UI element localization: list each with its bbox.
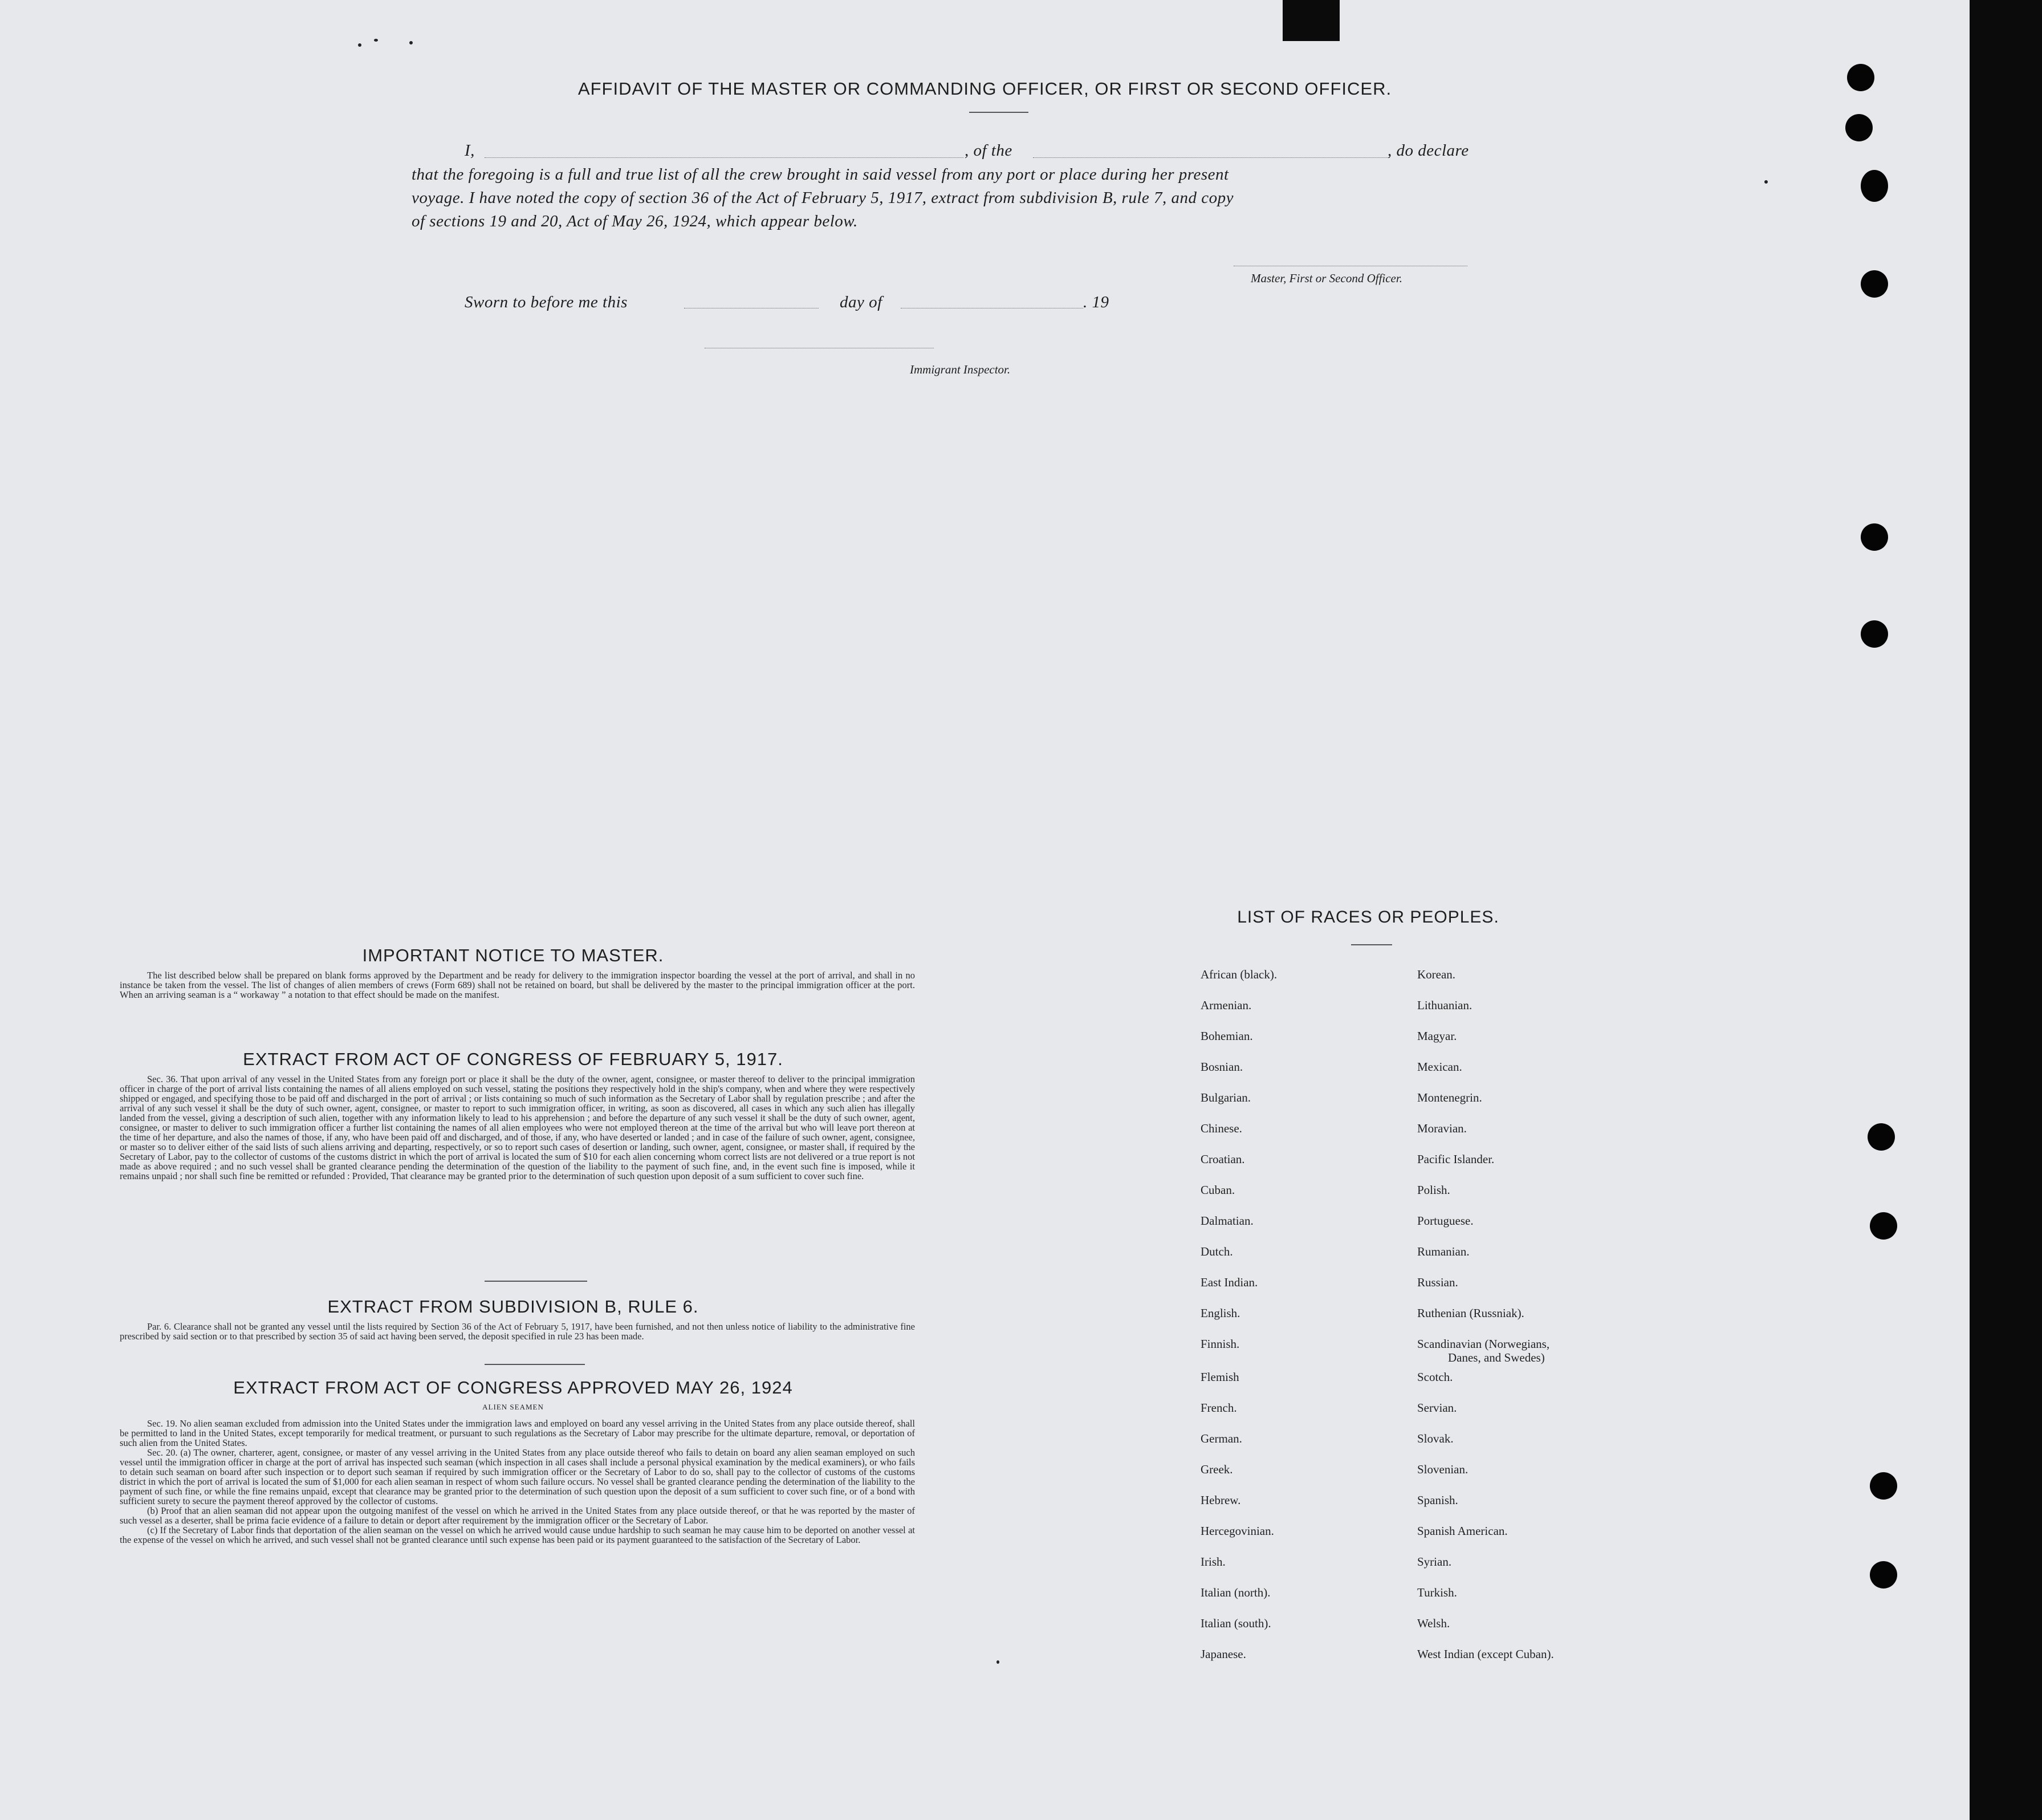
race-item: Japanese.	[1201, 1647, 1246, 1661]
notice-text	[120, 970, 915, 1000]
race-item: Dalmatian.	[1201, 1214, 1254, 1228]
race-item: Danes, and Swedes)	[1448, 1351, 1545, 1364]
sec20c-paragraph: (c) If the Secretary of Labor finds that deportation of the alien seaman on the vessel on which he arrived would cause undue hardship to such seaman he may cause him to be deported on another vessel at the expense of the vessel on which he arrived, and such vessel shall not be granted clearance until such expense has been paid or its payment guaranteed to the satisfaction of the Secretary of Labor.	[120, 1525, 915, 1545]
affidavit-line3: of sections 19 and 20, Act of May 26, 1924, which appear below.	[412, 212, 858, 230]
race-item: Cuban.	[1201, 1183, 1235, 1197]
inspector-signature-caption: Immigrant Inspector.	[910, 363, 1011, 376]
races-title: LIST OF RACES OR PEOPLES.	[1237, 908, 1499, 927]
race-item: Montenegrin.	[1417, 1091, 1482, 1104]
race-item: Russian.	[1417, 1275, 1458, 1289]
punch-hole	[1870, 1472, 1897, 1500]
race-item: Syrian.	[1417, 1555, 1452, 1569]
affidavit-i-label: I,	[465, 141, 475, 160]
race-item: Bosnian.	[1201, 1060, 1243, 1074]
name-blank[interactable]	[485, 157, 963, 158]
race-item: Bohemian.	[1201, 1029, 1253, 1043]
punch-hole	[1870, 1212, 1897, 1240]
race-item: Portuguese.	[1417, 1214, 1474, 1228]
race-item: Bulgarian.	[1201, 1091, 1251, 1104]
punch-hole	[1861, 523, 1888, 551]
extract-1924-text	[120, 1419, 915, 1545]
race-item: Spanish American.	[1417, 1524, 1508, 1538]
punch-hole	[1861, 170, 1888, 202]
page-tab	[1283, 0, 1340, 41]
title-rule	[969, 112, 1028, 113]
extract-rule-title: EXTRACT FROM SUBDIVISION B, RULE 6.	[327, 1297, 699, 1317]
extract-1924-title: EXTRACT FROM ACT OF CONGRESS APPROVED MAY 26, 1924	[233, 1378, 793, 1398]
race-item: Magyar.	[1417, 1029, 1457, 1043]
section-rule	[485, 1281, 587, 1282]
race-item: Rumanian.	[1417, 1245, 1470, 1258]
races-rule	[1351, 944, 1392, 945]
race-item: Moravian.	[1417, 1122, 1467, 1135]
affidavit-of-the: , of the	[965, 141, 1012, 160]
race-item: Italian (south).	[1201, 1616, 1271, 1630]
punch-hole	[1845, 114, 1873, 141]
extract-1917-text	[120, 1074, 915, 1181]
race-item: Ruthenian (Russniak).	[1417, 1306, 1524, 1320]
race-item: German.	[1201, 1432, 1242, 1445]
affidavit-do-declare: , do declare	[1388, 141, 1469, 160]
day-of-label: day of	[840, 293, 882, 311]
race-item: Hebrew.	[1201, 1493, 1241, 1507]
race-item: Flemish	[1201, 1370, 1239, 1384]
sworn-label: Sworn to before me this	[465, 293, 628, 311]
affidavit-line2: voyage. I have noted the copy of section 36 of the Act of February 5, 1917, extract from subdivision B, rule 7, and copy	[412, 189, 1234, 207]
race-item: Irish.	[1201, 1555, 1226, 1569]
race-item: Croatian.	[1201, 1152, 1245, 1166]
race-item: Lithuanian.	[1417, 998, 1472, 1012]
race-item: Korean.	[1417, 968, 1456, 981]
race-item: West Indian (except Cuban).	[1417, 1647, 1554, 1661]
race-item: Scotch.	[1417, 1370, 1453, 1384]
extract-rule-text	[120, 1322, 915, 1341]
speck	[996, 1660, 999, 1664]
par6-paragraph: Par. 6. Clearance shall not be granted any vessel until the lists required by Section 36 of the Act of February 5, 1917, have been furnished, and not then unless notice of liability to the administrative fine prescribed by said section or to that prescribed by section 35 of said act having been served, the deposit specified in rule 23 has been made.	[120, 1321, 915, 1342]
race-item: Chinese.	[1201, 1122, 1242, 1135]
affidavit-title: AFFIDAVIT OF THE MASTER OR COMMANDING OFFICER, OR FIRST OR SECOND OFFICER.	[577, 79, 1392, 99]
punch-hole	[1861, 270, 1888, 298]
race-item: African (black).	[1201, 968, 1278, 981]
sec20a-paragraph: Sec. 20. (a) The owner, charterer, agent, consignee, or master of any vessel arriving in the United States from any place outside thereof who fails to detain on board any alien seaman employed on such vessel until the immigration officer in charge at the port of arrival has inspected such seaman (which inspection in all cases shall include a personal physical examination by the medical examiners), or who fails to detain such seaman on board after such inspection or to deport such seaman if required by such immigration officer or the Secretary of Labor to do so, shall pay to the collector of customs of the customs district in which the port of arrival is located the sum of $1,000 for each alien seaman in respect of whom such failure occurs. No vessel shall be granted clearance pending the determination of the liability to the payment of such fine, or while the fine remains unpaid, except that clearance may be granted prior to the determination of such question upon the deposit of a sum sufficient to cover such fine, or of a bond with sufficient surety to secure the payment thereof approved by the collector of customs.	[120, 1447, 915, 1506]
race-item: Turkish.	[1417, 1586, 1457, 1599]
race-item: Scandinavian (Norwegians,	[1417, 1337, 1550, 1351]
punch-hole	[1870, 1561, 1897, 1589]
section-rule	[485, 1364, 585, 1365]
race-item: Slovenian.	[1417, 1462, 1469, 1476]
sec19-paragraph: Sec. 19. No alien seaman excluded from admission into the United States under the immigration laws and employed on board any vessel arriving in the United States from any place outside thereof, shall be permitted to land in the United States, except temporarily for medical treatment, or pursuant to such regulations as the Secretary of Labor may prescribe for the ultimate departure, removal, or deportation of such alien from the United States.	[120, 1418, 915, 1448]
master-signature-caption: Master, First or Second Officer.	[1251, 271, 1402, 285]
race-item: Italian (north).	[1201, 1586, 1271, 1599]
race-item: Greek.	[1201, 1462, 1233, 1476]
race-item: French.	[1201, 1401, 1237, 1415]
race-item: Armenian.	[1201, 998, 1252, 1012]
punch-hole	[1861, 620, 1888, 648]
sec20b-paragraph: (b) Proof that an alien seaman did not appear upon the outgoing manifest of the vessel on which he arrived in the United States from any place outside thereof, or that he was reported by the master of such vessel as a deserter, shall be prima facie evidence of a failure to detain or deport after requirement by the immigration officer or the Secretary of Labor.	[120, 1505, 915, 1526]
race-item: Servian.	[1417, 1401, 1457, 1415]
race-item: Finnish.	[1201, 1337, 1240, 1351]
extract-1917-title: EXTRACT FROM ACT OF CONGRESS OF FEBRUARY 5, 1917.	[243, 1049, 783, 1069]
speck	[409, 41, 413, 44]
race-item: Mexican.	[1417, 1060, 1462, 1074]
notice-paragraph: The list described below shall be prepared on blank forms approved by the Department and be ready for delivery to the immigration inspector boarding the vessel at the port of arrival, and shall in no instance be taken from the vessel. The list of changes of alien members of crews (Form 689) shall not be retained on board, but shall be delivered by the master to the principal immigration officer at the port. When an arriving seaman is a “ workaway ” a notation to that effect should be made on the manifest.	[120, 970, 915, 1000]
race-item: Spanish.	[1417, 1493, 1458, 1507]
notice-title: IMPORTANT NOTICE TO MASTER.	[362, 945, 664, 965]
race-item: East Indian.	[1201, 1275, 1258, 1289]
race-item: Pacific Islander.	[1417, 1152, 1495, 1166]
vessel-blank[interactable]	[1033, 157, 1390, 158]
affidavit-line1: that the foregoing is a full and true list of all the crew brought in said vessel from any port or place during her present	[412, 165, 1229, 184]
race-item: Dutch.	[1201, 1245, 1233, 1258]
punch-hole	[1868, 1123, 1895, 1151]
race-item: Welsh.	[1417, 1616, 1450, 1630]
alien-seamen-subtitle: ALIEN SEAMEN	[482, 1403, 544, 1411]
race-item: English.	[1201, 1306, 1240, 1320]
sec36-paragraph: Sec. 36. That upon arrival of any vessel in the United States from any foreign port or place it shall be the duty of the owner, agent, consignee, or master thereof to deliver to the principal immigration officer in charge of the port of arrival lists containing the names of all aliens employed on such vessel, stating the positions they respectively hold in the ship's company, when and where they were respectively shipped or engaged, and specifying those to be paid off and discharged in the port of arrival ; or lists containing so much of such information as the Secretary of Labor shall by regulation prescribe ; and after the arrival of any such vessel it shall be the duty of such owner, agent, consignee, or master to report to such immigration officer, in writing, as soon as discovered, all cases in which any such alien has illegally landed from the vessel, giving a description of such alien, together with any information likely to lead to his apprehension ; and before the departure of any such vessel it shall be the duty of such owner, agent, consignee, or master to deliver to such immigration officer a further list containing the names of all alien employees who were not employed thereon at the time of the arrival but who will leave port thereon at the time of her departure, and also the names of those, if any, who have been paid off and discharged, and of those, if any, who have deserted or landed ; and in case of the failure of such owner, agent, consignee, or master so to deliver either of the said lists of such aliens arriving and departing, respectively, or so to report such cases of desertion or landing, such owner, agent, consignee, or master shall, if required by the Secretary of Labor, pay to the collector of customs of the customs district in which the port of arrival is located the sum of $10 for each alien concerning whom correct lists are not delivered or a true report is not made as above required ; and no such vessel shall be granted clearance pending the determination of the question of the liability to the payment of such fine, and, in the event such fine is imposed, while it remains unpaid ; nor shall such fine be remitted or refunded : Provided, That clearance may be granted prior to the determination of such question upon deposit of a sum sufficient to cover such fine.	[120, 1074, 915, 1181]
speck	[374, 39, 378, 42]
speck	[358, 43, 361, 47]
speck	[1764, 180, 1768, 184]
race-item: Polish.	[1417, 1183, 1450, 1197]
race-item: Slovak.	[1417, 1432, 1454, 1445]
race-item: Hercegovinian.	[1201, 1524, 1274, 1538]
year-label: . 19	[1083, 293, 1109, 311]
